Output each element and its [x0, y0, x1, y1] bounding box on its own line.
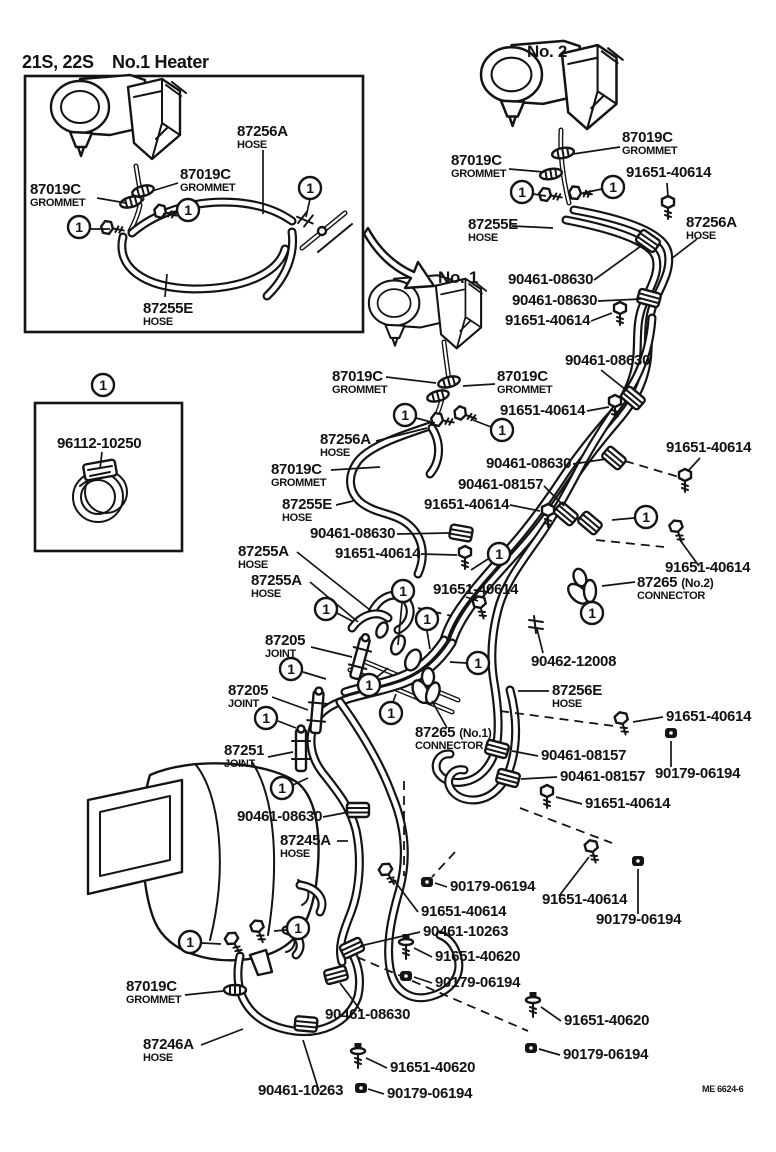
part-number-text: 87256E	[552, 682, 602, 699]
callout-number: 1	[278, 780, 286, 796]
label-leader-line	[386, 377, 436, 383]
callout-number: 1	[642, 509, 650, 525]
label-leader-line	[594, 246, 641, 280]
dashed-leader-line	[596, 540, 664, 547]
clamp-icon	[577, 511, 603, 536]
clamp-icon	[294, 1016, 317, 1032]
nut-icon	[355, 1083, 367, 1093]
part-label	[30, 181, 126, 209]
part-number-text: 87019C	[451, 152, 502, 169]
callout-marker-1	[299, 177, 321, 199]
callout-number: 1	[99, 377, 107, 393]
part-number-text: 91651-40620	[564, 1012, 650, 1029]
label-leader-line	[667, 183, 668, 197]
part-number-text: 90461-08630	[237, 808, 323, 825]
grommet-icon	[437, 374, 461, 389]
part-number-text: 90461-08630	[325, 1006, 411, 1023]
callout-number: 1	[609, 179, 617, 195]
callout-number: 1	[184, 202, 192, 218]
part-number-text: 87256A	[237, 123, 288, 140]
part-number-text: 90179-06194	[655, 765, 741, 782]
part-number-text: 87255E	[468, 216, 518, 233]
part-label	[435, 878, 536, 895]
part-label	[271, 461, 380, 489]
callout-marker-1	[280, 658, 302, 680]
callout-marker-1	[68, 216, 90, 238]
part-label	[251, 572, 358, 622]
bolt-icon	[614, 302, 626, 325]
part-label	[258, 1040, 343, 1099]
part-number-text: 90461-10263	[258, 1082, 344, 1099]
callout-leader-line	[274, 930, 286, 931]
callout-marker-1	[358, 674, 380, 696]
part-label	[633, 708, 752, 725]
part-label	[542, 857, 628, 908]
callout-marker-1	[467, 652, 489, 674]
label-leader-line	[688, 458, 700, 471]
callout-marker-1	[392, 580, 414, 602]
part-number-text: 91651-40614	[421, 903, 507, 920]
part-label	[360, 923, 508, 946]
heater-no1-tag	[438, 268, 478, 287]
part-label	[414, 948, 520, 965]
part-number-text: 91651-40614	[335, 545, 421, 562]
part-descriptor-text: HOSE	[320, 447, 350, 459]
callout-marker-1	[511, 181, 533, 203]
part-label	[463, 368, 553, 396]
figure-code	[702, 1084, 744, 1094]
part-number-text: 90461-08157	[560, 768, 646, 785]
part-label	[310, 525, 449, 542]
part-descriptor-text: HOSE	[686, 230, 716, 242]
part-number-text: 87019C	[332, 368, 383, 385]
callout-number: 1	[495, 546, 503, 562]
part-label	[335, 545, 457, 562]
label-leader-line	[602, 582, 635, 586]
part-label	[265, 632, 352, 660]
callout-leader-line	[427, 631, 430, 649]
part-number-text: 87251	[224, 742, 265, 759]
part-label	[626, 164, 712, 197]
label-leader-line	[591, 313, 612, 321]
part-label	[518, 682, 602, 710]
part-number-text: 90179-06194	[596, 911, 682, 928]
bolt-icon	[452, 405, 478, 424]
part-descriptor-text: JOINT	[224, 758, 255, 770]
callout-marker-1	[635, 506, 657, 528]
label-leader-line	[512, 226, 553, 228]
part-number-text: 87265 (No.1)	[415, 724, 492, 741]
part-label	[366, 1058, 475, 1076]
bolt-icon	[472, 595, 490, 620]
part-descriptor-text: GROMMET	[180, 182, 236, 194]
part-number-text: 91651-40614	[433, 581, 519, 598]
part-label	[655, 741, 741, 782]
part-descriptor-text: JOINT	[228, 698, 259, 710]
callout-number: 1	[387, 705, 395, 721]
label-leader-line	[397, 533, 449, 534]
part-number-text: 91651-40614	[424, 496, 510, 513]
part-number-text: 91651-40614	[505, 312, 591, 329]
grommet-icon	[426, 388, 450, 403]
dashed-leader-line	[625, 461, 679, 477]
label-leader-line	[556, 797, 582, 804]
part-descriptor-text: HOSE	[251, 588, 281, 600]
part-number-text: 90461-08630	[508, 271, 594, 288]
title-model	[22, 52, 94, 72]
callout-leader-line	[450, 662, 466, 663]
part-label	[665, 540, 751, 576]
part-label	[556, 795, 671, 812]
callout-marker-1	[271, 777, 293, 799]
callout-marker-1	[488, 543, 510, 565]
part-number-text: 87265 (No.2)	[637, 574, 714, 591]
hose-87256a-no1	[430, 428, 439, 474]
part-label	[237, 808, 349, 825]
callout-leader-line	[473, 420, 491, 427]
label-leader-line	[633, 717, 663, 722]
callout-number: 1	[518, 184, 526, 200]
label-leader-line	[311, 647, 352, 657]
callout-marker-1	[394, 404, 416, 426]
part-descriptor-text: HOSE	[237, 139, 267, 151]
callout-number: 1	[474, 655, 482, 671]
callout-number: 1	[588, 605, 596, 621]
part-number-text: 90461-08157	[458, 476, 544, 493]
label-leader-line	[366, 1058, 387, 1068]
callout-number: 1	[365, 677, 373, 693]
part-label	[451, 152, 544, 180]
callout-leader-line	[612, 518, 634, 520]
part-number-text: 90179-06194	[435, 974, 521, 991]
part-number-text: 90179-06194	[563, 1046, 649, 1063]
part-label	[126, 978, 223, 1006]
label-leader-line	[272, 697, 308, 710]
label-leader-line	[463, 384, 495, 386]
bolt-icon	[662, 196, 674, 219]
part-label	[282, 496, 353, 524]
part-descriptor-text: GROMMET	[622, 145, 678, 157]
label-leader-line	[185, 991, 223, 995]
part-number-text: 91651-40614	[665, 559, 751, 576]
part-number-text: 87019C	[271, 461, 322, 478]
part-label	[505, 312, 612, 329]
part-label	[539, 1046, 649, 1063]
callout-marker-1	[380, 702, 402, 724]
part-number-text: 87019C	[622, 129, 673, 146]
part-label	[508, 246, 641, 288]
nut-icon	[665, 728, 677, 738]
nut-icon	[421, 877, 433, 887]
part-descriptor-text: JOINT	[265, 648, 296, 660]
part-number-text: 90461-08630	[565, 352, 651, 369]
part-descriptor-text: HOSE	[282, 512, 312, 524]
part-number-text: 87246A	[143, 1036, 194, 1053]
bolt-icon	[459, 546, 471, 569]
callout-marker-1	[287, 917, 309, 939]
callout-number: 1	[287, 661, 295, 677]
part-number-text: 87019C	[497, 368, 548, 385]
callout-leader-line	[303, 672, 326, 679]
part-descriptor-text: CONNECTOR	[415, 740, 483, 752]
grommet-icon	[224, 985, 246, 995]
part-label	[224, 742, 293, 770]
clamp-icon	[324, 965, 349, 984]
part-descriptor-text: HOSE	[238, 559, 268, 571]
callout-leader-line	[471, 559, 488, 570]
part-label	[573, 129, 678, 157]
part-number-text: 87255E	[282, 496, 332, 513]
dashed-leader-line	[520, 808, 612, 843]
bolt-icon	[541, 785, 553, 808]
callout-marker-1	[177, 199, 199, 221]
part-number-text: 90462-12008	[531, 653, 617, 670]
label-leader-line	[539, 1049, 560, 1055]
part-label	[602, 574, 714, 602]
part-number-text: 90461-08630	[310, 525, 396, 542]
part-number-text: 90179-06194	[387, 1085, 473, 1102]
part-descriptor-text: GROMMET	[332, 384, 388, 396]
label-leader-line	[336, 501, 353, 505]
part-label	[332, 368, 436, 396]
callout-marker-1	[581, 602, 603, 624]
part-label	[228, 682, 308, 710]
clamp-icon	[485, 739, 510, 758]
part-label	[424, 496, 540, 513]
label-leader-line	[587, 407, 609, 411]
label-leader-line	[521, 777, 557, 779]
part-descriptor-text: HOSE	[280, 848, 310, 860]
bolt-icon	[430, 413, 455, 429]
part-number-text: No.1 Heater	[112, 52, 209, 72]
heater-no2-tag	[527, 42, 567, 61]
part-descriptor-text: HOSE	[468, 232, 498, 244]
label-leader-line	[201, 1029, 243, 1045]
label-leader-line	[435, 883, 447, 887]
part-number-text: 91651-40614	[500, 402, 586, 419]
clip-icon	[295, 209, 317, 230]
part-number-text: 91651-40614	[666, 439, 752, 456]
label-leader-line	[537, 629, 543, 653]
part-number-text: 87019C	[180, 166, 231, 183]
part-number-text: 91651-40614	[666, 708, 752, 725]
part-number-text: 87245A	[280, 832, 331, 849]
label-leader-line	[268, 752, 293, 757]
part-number-text: 90461-08630	[486, 455, 572, 472]
part-label	[531, 629, 616, 670]
part-number-text: 90461-08630	[512, 292, 598, 309]
part-label	[541, 1007, 649, 1029]
part-number-text: 87205	[265, 632, 306, 649]
clip-icon	[529, 616, 543, 633]
label-leader-line	[152, 183, 178, 191]
part-number-text: 87256A	[320, 431, 371, 448]
part-descriptor-text: HOSE	[143, 1052, 173, 1064]
callout-number: 1	[322, 601, 330, 617]
part-number-text: No. 1	[438, 268, 479, 287]
part-label	[500, 402, 609, 419]
callout-marker-1	[491, 419, 513, 441]
part-label	[143, 1029, 243, 1064]
heater-unit-inset	[51, 75, 186, 159]
label-leader-line	[421, 554, 457, 555]
part-number-text: 87019C	[126, 978, 177, 995]
part-number-text: 91651-40614	[626, 164, 712, 181]
grommet-icon	[539, 167, 562, 181]
callout-leader-line	[306, 199, 310, 217]
label-leader-line	[368, 1089, 384, 1094]
callout-number: 1	[498, 422, 506, 438]
callout-number: 1	[186, 934, 194, 950]
clamp-icon	[449, 524, 473, 542]
part-label	[666, 439, 752, 471]
callout-marker-1	[179, 931, 201, 953]
label-leader-line	[323, 812, 349, 817]
callout-leader-line	[202, 943, 221, 944]
part-number-text: 91651-40620	[390, 1059, 476, 1076]
part-descriptor-text: HOSE	[552, 698, 582, 710]
bolt-icon	[569, 186, 593, 200]
callout-marker-1	[416, 608, 438, 630]
callout-marker-1	[602, 176, 624, 198]
part-number-text: 87205	[228, 682, 269, 699]
part-number-text: 87255A	[251, 572, 302, 589]
callout-leader-line	[393, 694, 396, 702]
part-number-text: 87019C	[30, 181, 81, 198]
part-descriptor-text: CONNECTOR	[637, 590, 705, 602]
part-number-text: 91651-40614	[585, 795, 671, 812]
screw-icon	[526, 992, 540, 1017]
part-label	[671, 214, 737, 259]
callout-number: 1	[262, 710, 270, 726]
part-number-text: 90179-06194	[450, 878, 536, 895]
grommet-icon	[551, 146, 574, 160]
nut-icon	[632, 856, 644, 866]
part-number-text: 87256A	[686, 214, 737, 231]
part-label	[368, 1085, 473, 1102]
label-leader-line	[510, 505, 540, 511]
bolt-icon	[668, 518, 687, 544]
label-leader-line	[573, 147, 620, 154]
part-number-text: 91651-40614	[542, 891, 628, 908]
part-descriptor-text: GROMMET	[497, 384, 553, 396]
part-number-text: 90461-10263	[423, 923, 509, 940]
title-section	[112, 52, 209, 72]
nut-icon	[525, 1043, 537, 1053]
callout-number: 1	[294, 920, 302, 936]
clamp-icon	[347, 803, 369, 817]
callout-number: 1	[401, 407, 409, 423]
part-label	[152, 166, 236, 194]
part-number-text: 96112-10250	[57, 435, 142, 452]
part-descriptor-text: GROMMET	[271, 477, 327, 489]
callout-number: 1	[75, 219, 83, 235]
part-label	[521, 768, 645, 785]
label-leader-line	[414, 948, 432, 957]
label-leader-line	[671, 239, 697, 259]
part-descriptor-text: GROMMET	[451, 168, 507, 180]
label-leader-line	[541, 1007, 561, 1021]
callout-leader-line	[278, 721, 296, 728]
part-label	[512, 747, 626, 764]
part-number-text: No. 2	[527, 42, 568, 61]
callout-number: 1	[306, 180, 314, 196]
part-number-text: 90461-08157	[541, 747, 627, 764]
clamp-icon	[601, 446, 627, 471]
part-number-text: 87255E	[143, 300, 193, 317]
part-descriptor-text: GROMMET	[30, 197, 86, 209]
label-leader-line	[509, 169, 544, 172]
bolt-icon	[614, 711, 632, 736]
callout-marker-1	[255, 707, 277, 729]
part-number-text: 91651-40620	[435, 948, 521, 965]
part-number-text: 21S, 22S	[22, 52, 94, 72]
screw-icon	[351, 1043, 365, 1068]
hose-87255e-inset	[122, 237, 285, 289]
dashed-leader-line	[432, 852, 455, 877]
bolt-icon	[679, 469, 691, 492]
part-label	[415, 701, 492, 752]
callout-marker-1	[92, 374, 114, 396]
label-leader-line	[598, 299, 641, 301]
callout-number: 1	[423, 611, 431, 627]
part-descriptor-text: GROMMET	[126, 994, 182, 1006]
part-number-text: 87255A	[238, 543, 289, 560]
label-leader-line	[165, 274, 167, 297]
part-label	[468, 216, 553, 244]
screw-icon	[399, 934, 413, 959]
callout-number: 1	[399, 583, 407, 599]
part-number-text: ME 6624-6	[702, 1084, 744, 1094]
nut-icon	[400, 971, 412, 981]
part-descriptor-text: HOSE	[143, 316, 173, 328]
